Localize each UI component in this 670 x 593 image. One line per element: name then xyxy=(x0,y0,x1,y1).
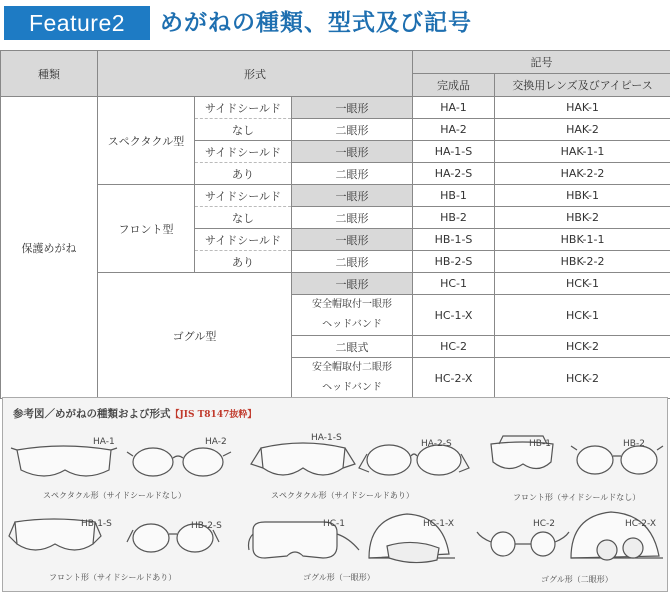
reference-title-text: 参考図／めがねの種類および形式 xyxy=(13,408,171,420)
replacement-code: HBK-1-1 xyxy=(495,229,670,251)
side-shield-none: なし xyxy=(195,207,292,229)
figure-caption: スペクタクル形（サイドシールドあり） xyxy=(271,491,414,500)
lens-type: 一眼形 xyxy=(292,185,413,207)
complete-code: HA-1-S xyxy=(413,141,495,163)
complete-code: HA-2 xyxy=(413,119,495,141)
page-title: めがねの種類、型式及び記号 xyxy=(160,10,472,36)
complete-code: HC-2 xyxy=(413,336,495,358)
lens-type: 二眼形 xyxy=(292,119,413,141)
lens-type-line1: 安全帽取付一眼形 xyxy=(312,299,393,310)
side-shield-label: サイドシールド xyxy=(195,141,292,163)
figure-caption: フロント形（サイドシールドあり） xyxy=(49,573,177,582)
lens-type-line2: ヘッドバンド xyxy=(322,382,382,393)
figure-label: HA-2-S xyxy=(421,439,452,449)
replacement-code: HCK-1 xyxy=(495,273,670,295)
lens-type: 一眼形 xyxy=(292,229,413,251)
side-shield-label: サイドシールド xyxy=(195,185,292,207)
figure-label: HC-1-X xyxy=(423,519,454,529)
side-shield-label: サイドシールド xyxy=(195,229,292,251)
complete-code: HA-2-S xyxy=(413,163,495,185)
lens-type: 一眼形 xyxy=(292,273,413,295)
complete-code: HA-1 xyxy=(413,97,495,119)
lens-type: 二眼形 xyxy=(292,207,413,229)
replacement-code: HCK-1 xyxy=(495,295,670,336)
replacement-code: HAK-1-1 xyxy=(495,141,670,163)
complete-code: HB-2-S xyxy=(413,251,495,273)
figure-caption: ゴグル形（一眼形） xyxy=(303,573,375,582)
category-cell: 保護めがね xyxy=(1,97,98,399)
side-shield-label: サイドシールド xyxy=(195,97,292,119)
group-front: フロント型 xyxy=(98,185,195,273)
group-spectacle: スペクタクル型 xyxy=(98,97,195,185)
lens-type: 二眼形 xyxy=(292,251,413,273)
figure-label: HB-2 xyxy=(623,439,645,449)
lens-type-line1: 安全帽取付二眼形 xyxy=(312,362,393,373)
lens-type: 一眼形 xyxy=(292,97,413,119)
figure-label: HC-2-X xyxy=(625,519,656,529)
ha-1-s-illustration xyxy=(251,443,355,475)
complete-code: HC-1-X xyxy=(413,295,495,336)
lens-type: 二眼式 xyxy=(292,336,413,358)
replacement-code: HBK-2-2 xyxy=(495,251,670,273)
side-shield-none: なし xyxy=(195,119,292,141)
replacement-code: HBK-2 xyxy=(495,207,670,229)
lens-type xyxy=(292,295,413,336)
glasses-illustrations xyxy=(3,398,667,591)
replacement-code: HAK-2-2 xyxy=(495,163,670,185)
ha-2-illustration xyxy=(127,448,231,476)
lens-type xyxy=(292,358,413,399)
lens-type-line2: ヘッドバンド xyxy=(322,319,382,330)
complete-code: HC-2-X xyxy=(413,358,495,399)
figure-label: HA-1 xyxy=(93,437,115,447)
side-shield-with: あり xyxy=(195,251,292,273)
reference-figure xyxy=(2,397,668,592)
complete-code: HB-2 xyxy=(413,207,495,229)
header-symbol: 記号 xyxy=(413,51,670,74)
hb-2-illustration xyxy=(571,446,663,474)
figure-caption: ゴグル形（二眼形） xyxy=(541,575,613,584)
replacement-code: HBK-1 xyxy=(495,185,670,207)
feature-badge: Feature2 xyxy=(4,6,150,40)
replacement-code: HCK-2 xyxy=(495,358,670,399)
figure-caption: スペクタクル形（サイドシールドなし） xyxy=(43,491,186,500)
figure-label: HA-1-S xyxy=(311,433,342,443)
complete-code: HB-1 xyxy=(413,185,495,207)
group-goggle: ゴグル型 xyxy=(98,273,292,399)
ha-1-illustration xyxy=(11,446,117,476)
figure-label: HC-2 xyxy=(533,519,556,529)
hc-2-illustration xyxy=(477,532,569,556)
header-form: 形式 xyxy=(98,51,413,97)
complete-code: HC-1 xyxy=(413,273,495,295)
header-kind: 種類 xyxy=(1,51,98,97)
jis-note: 【JIS T8147抜粋】 xyxy=(170,410,257,420)
glasses-type-table xyxy=(0,50,670,399)
replacement-code: HAK-2 xyxy=(495,119,670,141)
figure-label: HB-1 xyxy=(529,439,551,449)
feature-header xyxy=(4,4,666,44)
side-shield-with: あり xyxy=(195,163,292,185)
figure-label: HB-2-S xyxy=(191,521,222,531)
figure-label: HC-1 xyxy=(323,519,346,529)
header-complete: 完成品 xyxy=(413,74,495,97)
ha-2-s-illustration xyxy=(359,445,469,475)
replacement-code: HAK-1 xyxy=(495,97,670,119)
replacement-code: HCK-2 xyxy=(495,336,670,358)
lens-type: 二眼形 xyxy=(292,163,413,185)
lens-type: 一眼形 xyxy=(292,141,413,163)
figure-label: HB-1-S xyxy=(81,519,112,529)
figure-label: HA-2 xyxy=(205,437,227,447)
header-replacement: 交換用レンズ及びアイピース xyxy=(495,74,670,97)
figure-caption: フロント形（サイドシールドなし） xyxy=(513,493,641,502)
complete-code: HB-1-S xyxy=(413,229,495,251)
